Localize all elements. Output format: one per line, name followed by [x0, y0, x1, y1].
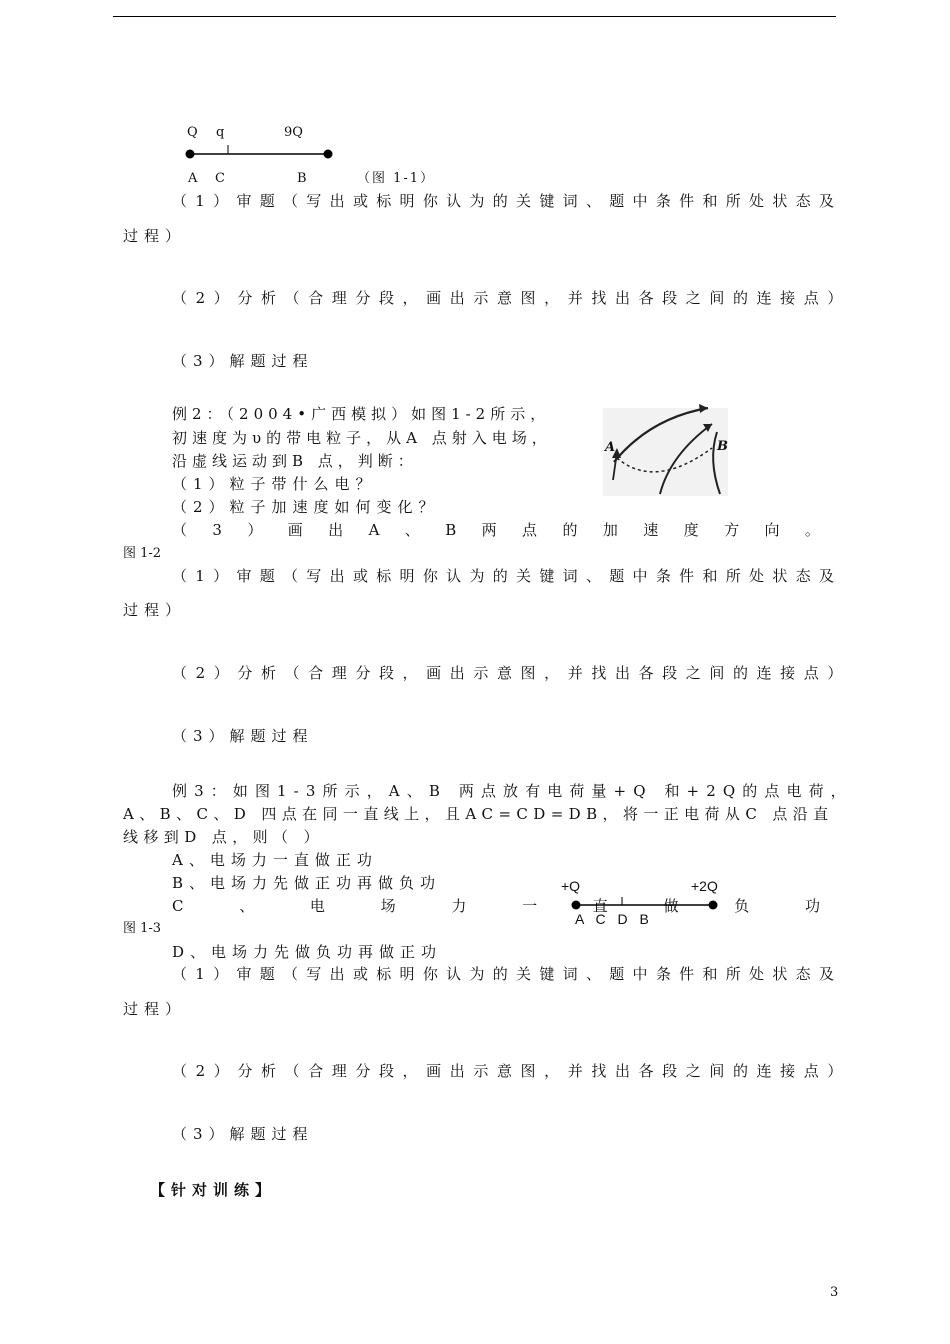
fig1-2-label-A: A — [605, 440, 616, 455]
fig1-1-label-q: q — [216, 125, 225, 140]
ex3-opt-D: D、电场力先做负功再做正功 — [172, 943, 443, 961]
ex3-q3: （3）解题过程 — [172, 1125, 314, 1143]
ex3-line3: 线移到D 点，则（ ） — [123, 828, 324, 846]
ex3-q1-cont: 过程） — [123, 1000, 187, 1018]
ex3-opt-B: B、电场力先做正功再做负功 — [172, 874, 442, 892]
ex2-sub1: （1）粒子带什么电？ — [172, 475, 377, 493]
fig1-1-label-C: C — [215, 171, 225, 186]
fig1-1-label-9Q: 9Q — [284, 125, 303, 140]
ex2-sub3: （ 3 ） 画 出 A 、 B 两 点 的 加 速 度 方 向 。 — [172, 521, 820, 539]
ex1-q1-cont: 过程） — [123, 227, 187, 245]
ex3-q1: （1）审题（写出或标明你认为的关键词、题中条件和所处状态及 — [172, 965, 843, 983]
ex2-line3: 沿虚线运动到B 点，判断： — [172, 452, 418, 470]
ex2-line1: 例2：（2004•广西模拟）如图1-2所示， — [172, 405, 551, 423]
ex2-q2: （2）分析（合理分段，画出示意图，并找出各段之间的连接点） — [172, 664, 851, 682]
ex3-line2: A、B、C、D 四点在同一直线上，且AC=CD=DB，将一正电荷从C 点沿直 — [123, 805, 834, 823]
ex3-q2: （2）分析（合理分段，画出示意图，并找出各段之间的连接点） — [172, 1062, 851, 1080]
ex3-opt-A: A、电场力一直做正功 — [172, 851, 378, 869]
ex1-q3: （3）解题过程 — [172, 352, 314, 370]
fig1-3-label-plus2Q: +2Q — [691, 878, 718, 894]
fig1-1-label-B: B — [297, 171, 307, 186]
ex2-q1-cont: 过程） — [123, 601, 187, 619]
ex3-line1: 例3：如图1-3所示，A、B 两点放有电荷量+Q 和+2Q的点电荷， — [172, 782, 853, 800]
ex2-fig-caption: 图 1-2 — [123, 546, 162, 561]
ex1-q2: （2）分析（合理分段，画出示意图，并找出各段之间的连接点） — [172, 289, 851, 307]
ex2-sub2: （2）粒子加速度如何变化？ — [172, 498, 440, 516]
ex2-line2: 初速度为υ的带电粒子，从A 点射入电场， — [172, 429, 552, 447]
fig1-2-label-B: B — [717, 439, 728, 454]
ex3-opt-C: C 、 电 场 力 一 直 做 负 功 — [172, 897, 820, 915]
fig1-1-label-Q: Q — [187, 125, 198, 140]
ex2-q3: （3）解题过程 — [172, 727, 314, 745]
training-heading: 【针对训练】 — [150, 1181, 277, 1199]
fig1-1-caption: （图 1-1） — [357, 171, 436, 186]
page-number: 3 — [830, 1285, 839, 1300]
ex3-fig-caption: 图 1-3 — [123, 921, 162, 936]
fig1-3-label-plusQ: +Q — [561, 878, 581, 894]
ex1-q1: （1）审题（写出或标明你认为的关键词、题中条件和所处状态及 — [172, 192, 843, 210]
ex2-q1: （1）审题（写出或标明你认为的关键词、题中条件和所处状态及 — [172, 567, 843, 585]
fig1-3-points: A C D B — [575, 911, 652, 927]
fig1-1-label-A: A — [188, 171, 198, 186]
